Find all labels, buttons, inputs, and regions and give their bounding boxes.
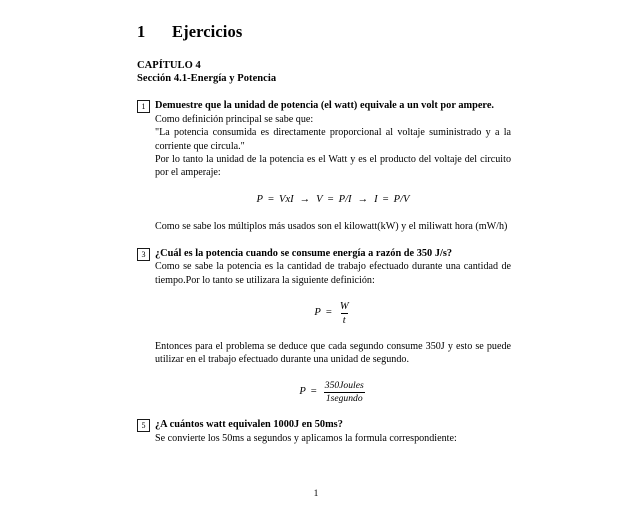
equation-operator: = xyxy=(382,193,389,205)
exercise-paragraph: "La potencia consumida es directamente proporcional al voltaje suministrado y a la corriente que circula." xyxy=(155,127,511,152)
fraction xyxy=(338,301,351,326)
exercise-paragraph: Entonces para el problema se deduce que cada segundo consume 350J y esto se puede utilizar en el trabajo efectuado durante una unidad de segundo. xyxy=(155,341,511,366)
equation-term: V xyxy=(316,193,323,205)
page-title-number: 1 xyxy=(137,22,146,41)
equation-arrow-icon: → xyxy=(357,193,369,205)
equation-power-350j xyxy=(155,381,511,404)
exercise-number-badge: 3 xyxy=(137,248,150,261)
equation-term: P xyxy=(256,193,263,205)
fraction xyxy=(323,381,366,404)
page-title xyxy=(137,20,511,43)
page-content xyxy=(137,20,511,445)
exercise-title: Demuestre que la unidad de potencia (el watt) equivale a un volt por ampere. xyxy=(155,100,495,112)
exercise-paragraph: Como se sabe los múltiplos más usados son el kilowatt(kW) y el miliwatt hora (mW/h) xyxy=(155,221,508,233)
exercise-item-5 xyxy=(137,418,511,445)
exercise-title: ¿Cuál es la potencia cuando se consume energía a razón de 350 J/s? xyxy=(155,247,453,259)
fraction-numerator: W xyxy=(339,300,349,312)
equation-power-chain xyxy=(155,194,511,207)
exercise-item-3 xyxy=(137,247,511,404)
exercise-item-1 xyxy=(137,99,511,233)
equation-term: I xyxy=(374,193,378,205)
exercise-paragraph: Como se sabe la potencia es la cantidad de trabajo efectuado durante una cantidad de tiempo.Por lo tanto se utilizara la siguiente definición: xyxy=(155,261,511,286)
section-heading: Sección 4.1-Energía y Potencia xyxy=(137,73,277,85)
exercise-paragraph: Por lo tanto la unidad de la potencia es el Watt y es el producto del voltaje del circuito por el amperaje: xyxy=(155,153,511,179)
equation-term: P/V xyxy=(393,193,410,205)
exercise-number-badge: 5 xyxy=(137,419,150,432)
equation-term: P xyxy=(299,385,306,397)
page-title-text: Ejercicios xyxy=(172,22,243,41)
equation-arrow-icon: → xyxy=(299,193,311,205)
chapter-heading: CAPÍTULO 4 xyxy=(137,59,201,71)
exercise-paragraph: Como definición principal se sabe que: xyxy=(155,114,314,126)
exercise-title: ¿A cuántos watt equivalen 1000J en 50ms? xyxy=(155,418,343,430)
fraction-numerator: 350Joules xyxy=(324,379,364,391)
equation-operator: = xyxy=(310,385,317,397)
equation-operator: = xyxy=(267,193,274,205)
fraction-denominator: t xyxy=(342,315,346,327)
equation-term: VxI xyxy=(278,193,294,205)
exercise-paragraph: Se convierte los 50ms a segundos y aplicamos la formula correspondiente: xyxy=(155,432,457,444)
equation-power-definition xyxy=(155,301,511,326)
equation-operator: = xyxy=(327,193,334,205)
fraction-denominator: 1segundo xyxy=(325,392,363,404)
equation-operator: = xyxy=(325,307,332,319)
equation-term: P xyxy=(314,307,321,319)
page-number: 1 xyxy=(313,489,319,499)
exercise-number-badge: 1 xyxy=(137,100,150,113)
equation-term: P/I xyxy=(338,193,352,205)
